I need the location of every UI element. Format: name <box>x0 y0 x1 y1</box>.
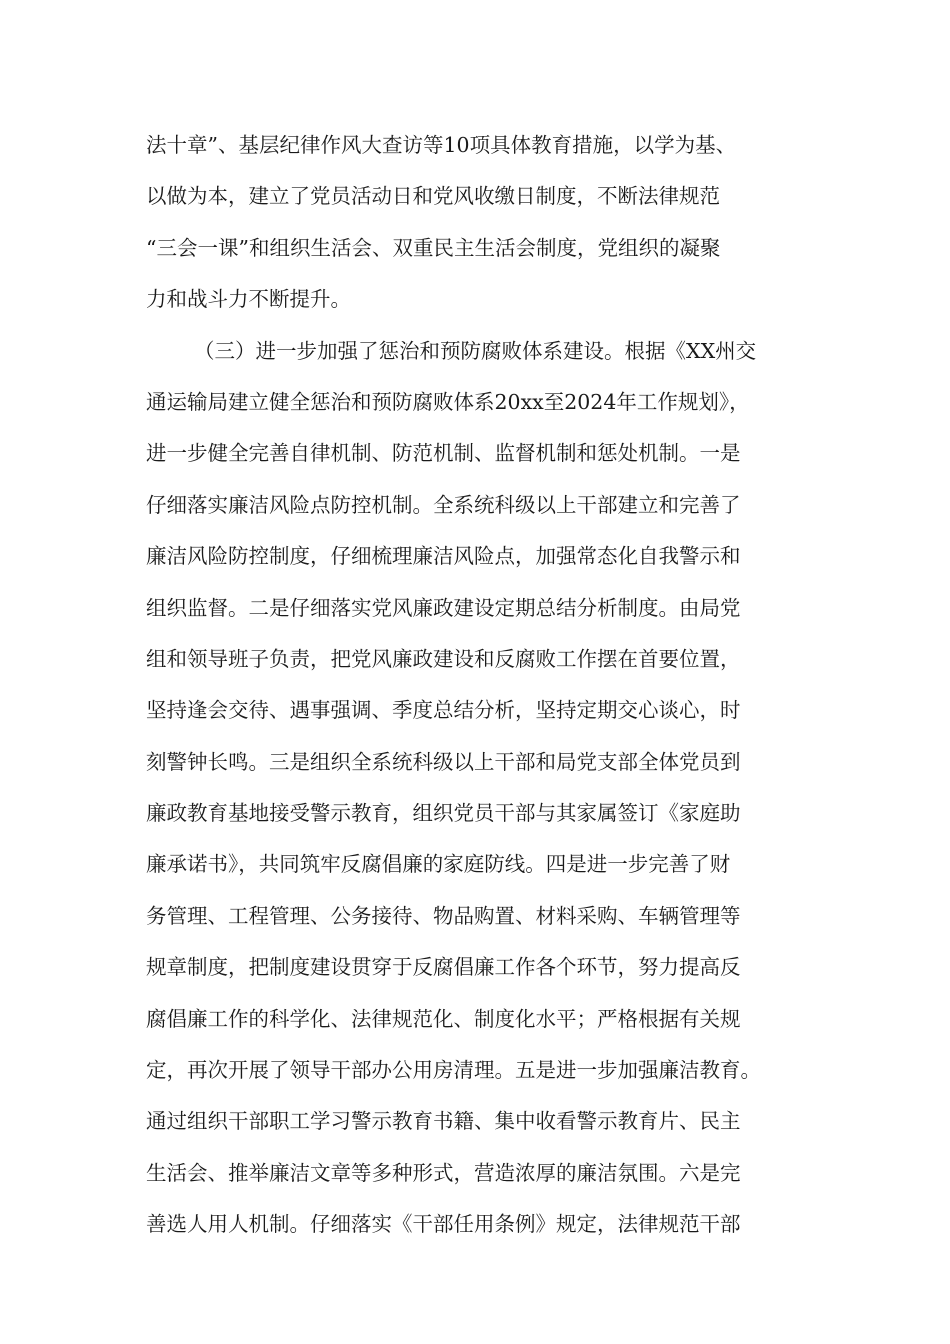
text-line: 以做为本，建立了党员活动日和党风收缴日制度，不断法律规范 <box>146 184 720 209</box>
text-line: 通过组织干部职工学习警示教育书籍、集中收看警示教育片、民主 <box>146 1109 741 1134</box>
text-line: 力和战斗力不断提升。 <box>146 287 351 312</box>
text-line: 法十章”、基层纪律作风大查访等10项具体教育措施，以学为基、 <box>146 133 737 157</box>
text-line: 廉洁风险防控制度，仔细梳理廉洁风险点，加强常态化自我警示和 <box>146 544 741 569</box>
text-line: （三）进一步加强了惩治和预防腐败体系建设。根据《XX州交 <box>194 338 757 363</box>
paragraph-1 <box>146 130 818 336</box>
text-line: 坚持逢会交待、遇事强调、季度总结分析，坚持定期交心谈心，时 <box>146 698 741 723</box>
text-line: 务管理、工程管理、公务接待、物品购置、材料采购、车辆管理等 <box>146 903 741 928</box>
paragraph-2 <box>146 336 818 1261</box>
text-line: 规章制度，把制度建设贯穿于反腐倡廉工作各个环节，努力提高反 <box>146 955 741 980</box>
text-line: 生活会、推举廉洁文章等多种形式，营造浓厚的廉洁氛围。六是完 <box>146 1160 741 1185</box>
text-line: 组和领导班子负责，把党风廉政建设和反腐败工作摆在首要位置， <box>146 646 741 671</box>
document-body <box>146 130 818 1261</box>
text-line: 进一步健全完善自律机制、防范机制、监督机制和惩处机制。一是 <box>146 441 741 466</box>
text-line: 通运输局建立健全惩治和预防腐败体系20xx至2024年工作规划》， <box>146 389 750 414</box>
text-line: 组织监督。二是仔细落实党风廉政建设定期总结分析制度。由局党 <box>146 595 741 620</box>
text-line: 定，再次开展了领导干部办公用房清理。五是进一步加强廉洁教育。 <box>146 1058 761 1083</box>
text-line: 腐倡廉工作的科学化、法律规范化、制度化水平；严格根据有关规 <box>146 1006 741 1031</box>
text-line: 善选人用人机制。仔细落实《干部任用条例》规定，法律规范干部 <box>146 1212 741 1237</box>
text-line: 廉政教育基地接受警示教育，组织党员干部与其家属签订《家庭助 <box>146 801 741 826</box>
text-line: “三会一课”和组织生活会、双重民主生活会制度，党组织的凝聚 <box>146 235 721 260</box>
text-line: 刻警钟长鸣。三是组织全系统科级以上干部和局党支部全体党员到 <box>146 749 741 774</box>
text-line: 仔细落实廉洁风险点防控机制。全系统科级以上干部建立和完善了 <box>146 492 741 517</box>
text-line: 廉承诺书》，共同筑牢反腐倡廉的家庭防线。四是进一步完善了财 <box>146 852 731 877</box>
